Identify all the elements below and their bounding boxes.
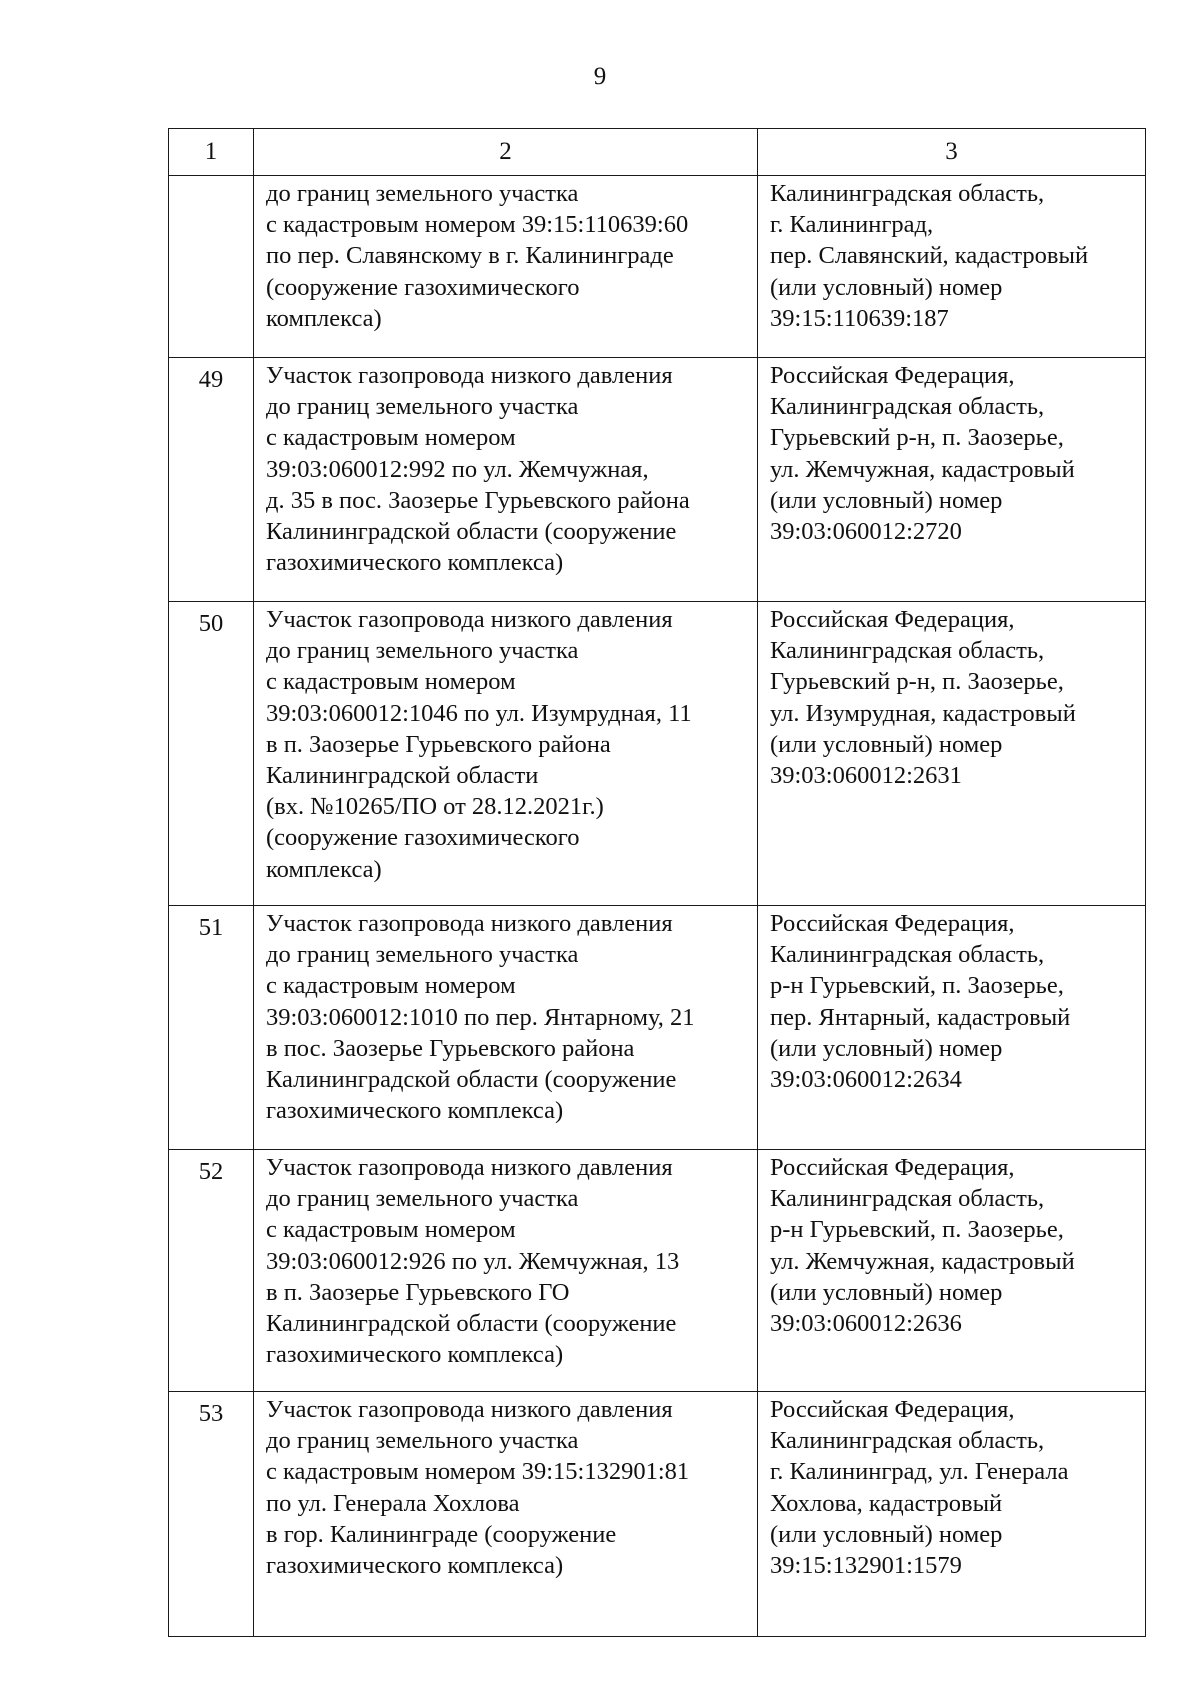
address-line: (или условный) номер [770, 273, 1003, 301]
description-line: Участок газопровода низкого давления [266, 1154, 673, 1181]
table-row [169, 358, 1146, 602]
address-line: (или условный) номер [770, 1034, 1003, 1062]
description-line: до границ земельного участка [266, 637, 579, 665]
address-line: ул. Изумрудная, кадастровый [770, 699, 1076, 727]
address-line: (или условный) номер [770, 730, 1003, 758]
description-line: Участок газопровода низкого давления [266, 362, 673, 389]
description-line: до границ земельного участка [266, 941, 579, 969]
description-line: с кадастровым номером 39:15:132901:81 [266, 1458, 690, 1486]
description-line: газохимического комплекса) [266, 1341, 564, 1369]
description-line: Калининградской области (сооружение [266, 1066, 677, 1094]
address-line: Калининградская область, [770, 393, 1045, 421]
description-line: по пер. Славянскому в г. Калининграде [266, 242, 674, 270]
address-line: 39:15:110639:187 [770, 304, 949, 332]
row-number: 52 [169, 1150, 254, 1392]
description-line: Калининградской области (сооружение [266, 518, 677, 546]
address-line: 39:03:060012:2634 [770, 1066, 962, 1094]
description-line: Калининградской области [266, 762, 539, 790]
object-description [254, 906, 758, 1150]
address-line: Российская Федерация, [770, 362, 1015, 389]
object-address [758, 1150, 1146, 1392]
address-line: р-н Гурьевский, п. Заозерье, [770, 1216, 1064, 1244]
address-line: ул. Жемчужная, кадастровый [770, 1247, 1075, 1275]
objects-table [168, 128, 1146, 1637]
description-line: 39:03:060012:1046 по ул. Изумрудная, 11 [266, 699, 692, 727]
description-line: в пос. Заозерье Гурьевского района [266, 1034, 635, 1062]
description-line: в п. Заозерье Гурьевского района [266, 730, 611, 758]
address-line: (или условный) номер [770, 1278, 1003, 1306]
description-line: с кадастровым номером [266, 972, 516, 1000]
object-address [758, 176, 1146, 358]
description-line: (сооружение газохимического [266, 273, 580, 301]
address-line: ул. Жемчужная, кадастровый [770, 455, 1075, 483]
description-line: (вх. №10265/ПО от 28.12.2021г.) [266, 793, 604, 821]
address-line: (или условный) номер [770, 486, 1003, 514]
address-line: Хохлова, кадастровый [770, 1489, 1003, 1517]
description-line: газохимического комплекса) [266, 549, 564, 577]
description-line: с кадастровым номером 39:15:110639:60 [266, 211, 689, 239]
description-line: до границ земельного участка [266, 393, 579, 421]
address-line: р-н Гурьевский, п. Заозерье, [770, 972, 1064, 1000]
row-number [169, 176, 254, 358]
description-line: 39:03:060012:992 по ул. Жемчужная, [266, 455, 649, 483]
description-line: газохимического комплекса) [266, 1552, 564, 1580]
page-number: 9 [593, 63, 607, 90]
description-line: д. 35 в пос. Заозерье Гурьевского района [266, 486, 690, 514]
description-line: 39:03:060012:1010 по пер. Янтарному, 21 [266, 1003, 695, 1031]
address-line: Гурьевский р-н, п. Заозерье, [770, 424, 1064, 452]
column-header-description: 2 [254, 129, 758, 176]
address-line: пер. Янтарный, кадастровый [770, 1003, 1071, 1031]
address-line: Калининградская область, [770, 1185, 1045, 1213]
address-line: Российская Федерация, [770, 606, 1015, 633]
description-line: в п. Заозерье Гурьевского ГО [266, 1278, 570, 1306]
address-line: Российская Федерация, [770, 1396, 1015, 1423]
row-number: 49 [169, 358, 254, 602]
row-number: 51 [169, 906, 254, 1150]
row-number: 50 [169, 602, 254, 906]
address-line: Калининградская область, [770, 180, 1045, 207]
description-line: с кадастровым номером [266, 424, 516, 452]
table-row [169, 906, 1146, 1150]
address-line: Гурьевский р-н, п. Заозерье, [770, 668, 1064, 696]
table-header-row [169, 129, 1146, 176]
object-address [758, 358, 1146, 602]
description-line: в гор. Калининграде (сооружение [266, 1520, 617, 1548]
address-line: г. Калининград, [770, 211, 934, 239]
description-line: комплекса) [266, 855, 382, 883]
description-line: Участок газопровода низкого давления [266, 1396, 673, 1423]
description-line: (сооружение газохимического [266, 824, 580, 852]
object-description [254, 358, 758, 602]
description-line: до границ земельного участка [266, 180, 579, 207]
description-line: до границ земельного участка [266, 1185, 579, 1213]
table-row [169, 1150, 1146, 1392]
object-address [758, 906, 1146, 1150]
description-line: Калининградской области (сооружение [266, 1310, 677, 1338]
description-line: по ул. Генерала Хохлова [266, 1489, 520, 1517]
address-line: 39:15:132901:1579 [770, 1552, 962, 1580]
description-line: с кадастровым номером [266, 1216, 516, 1244]
description-line: газохимического комплекса) [266, 1097, 564, 1125]
description-line: до границ земельного участка [266, 1427, 579, 1455]
address-line: 39:03:060012:2720 [770, 518, 962, 546]
description-line: Участок газопровода низкого давления [266, 606, 673, 633]
object-description [254, 602, 758, 906]
address-line: 39:03:060012:2631 [770, 762, 962, 790]
address-line: Российская Федерация, [770, 910, 1015, 937]
description-line: с кадастровым номером [266, 668, 516, 696]
address-line: 39:03:060012:2636 [770, 1310, 962, 1338]
description-line: Участок газопровода низкого давления [266, 910, 673, 937]
object-description [254, 176, 758, 358]
object-address [758, 1392, 1146, 1637]
row-number: 53 [169, 1392, 254, 1637]
object-address [758, 602, 1146, 906]
description-line: комплекса) [266, 304, 382, 332]
address-line: Российская Федерация, [770, 1154, 1015, 1181]
address-line: Калининградская область, [770, 1427, 1045, 1455]
table-row [169, 602, 1146, 906]
column-header-number: 1 [169, 129, 254, 176]
address-line: пер. Славянский, кадастровый [770, 242, 1089, 270]
address-line: Калининградская область, [770, 637, 1045, 665]
address-line: (или условный) номер [770, 1520, 1003, 1548]
object-description [254, 1392, 758, 1637]
description-line: 39:03:060012:926 по ул. Жемчужная, 13 [266, 1247, 680, 1275]
table-row [169, 1392, 1146, 1637]
object-description [254, 1150, 758, 1392]
address-line: г. Калининград, ул. Генерала [770, 1458, 1069, 1486]
table-row [169, 176, 1146, 358]
column-header-address: 3 [758, 129, 1146, 176]
address-line: Калининградская область, [770, 941, 1045, 969]
